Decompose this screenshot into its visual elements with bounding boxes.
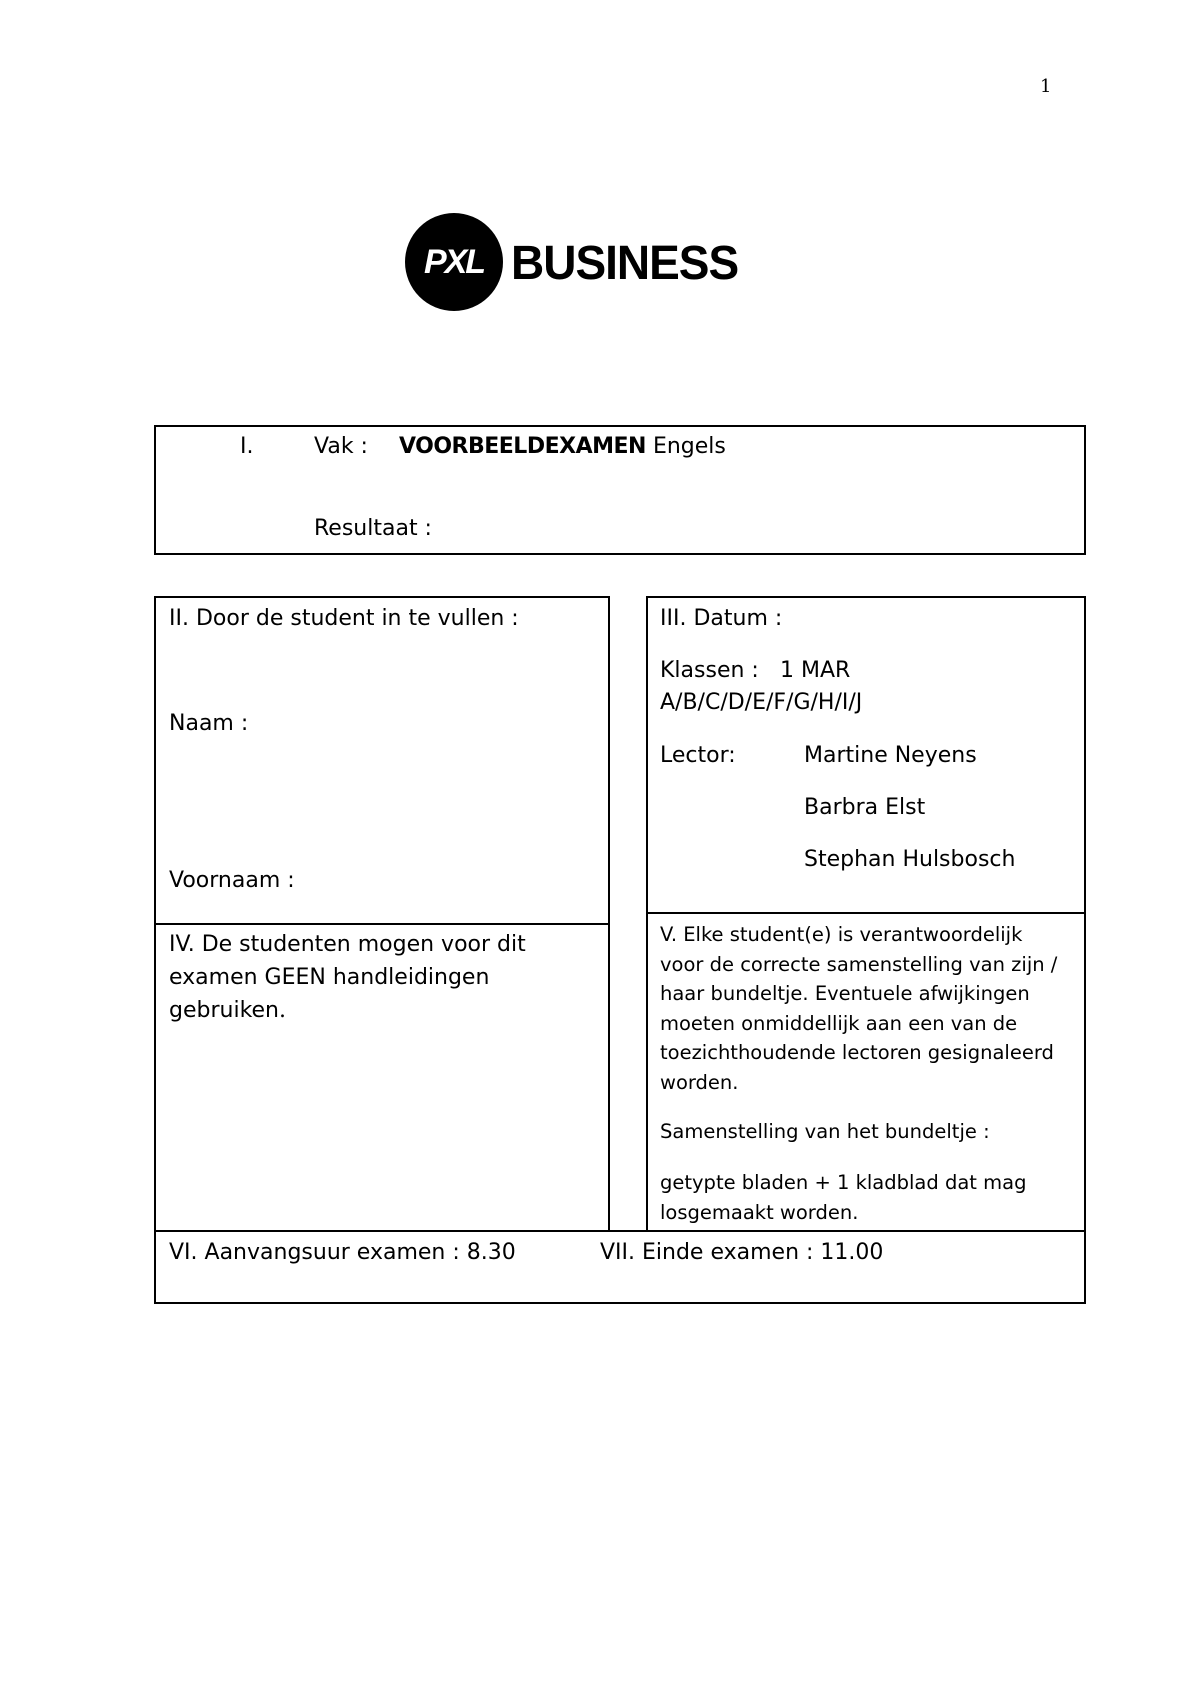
aanvangsuur-label: VI. Aanvangsuur examen : 8.30 bbox=[169, 1240, 516, 1265]
vak-value-rest: Engels bbox=[652, 434, 726, 459]
section-4-line-1: IV. De studenten mogen voor dit bbox=[169, 932, 526, 957]
section-5-paragraph: V. Elke student(e) is verantwoordelijk voor de correcte samenstelling van zijn / haar bundeltje. Eventuele afwijkingen moeten onmiddellijk aan een van de toezichthoudende lectoren gesignaleerd worden. bbox=[660, 923, 1058, 1094]
section-4-line-2: examen GEEN handleidingen bbox=[169, 965, 490, 990]
lector-name: Martine Neyens bbox=[804, 743, 977, 768]
section-2-title: II. Door de student in te vullen : bbox=[169, 606, 519, 631]
pxl-logo-mark: PXL bbox=[423, 242, 485, 281]
vak-value-bold: VOORBEELDEXAMEN bbox=[399, 434, 646, 459]
naam-label: Naam : bbox=[169, 711, 249, 736]
einde-examen-label: VII. Einde examen : 11.00 bbox=[600, 1240, 884, 1265]
composition-value: getypte bladen + 1 kladblad dat mag losgemaakt worden. bbox=[660, 1171, 1027, 1224]
section-4-period: . bbox=[279, 998, 286, 1023]
logo-wordmark: BUSINESS bbox=[511, 234, 739, 290]
lector-name: Barbra Elst bbox=[804, 795, 926, 820]
voornaam-label: Voornaam : bbox=[169, 868, 295, 893]
section-1-numeral: I. bbox=[240, 434, 254, 459]
lector-name: Stephan Hulsbosch bbox=[804, 847, 1016, 872]
section-3-title: III. Datum : bbox=[660, 606, 783, 631]
section-2-4-divider bbox=[154, 923, 610, 925]
section-4-line-3-text: gebruiken bbox=[169, 998, 279, 1023]
vak-label: Vak : bbox=[314, 434, 368, 459]
resultaat-label: Resultaat : bbox=[314, 516, 432, 541]
page-number: 1 bbox=[1040, 76, 1052, 97]
klassen-value: 1 MAR bbox=[780, 658, 851, 683]
pxl-business-logo bbox=[405, 212, 738, 312]
klassen-label: Klassen : bbox=[660, 658, 759, 683]
left-column-box bbox=[154, 596, 610, 1232]
composition-label: Samenstelling van het bundeltje : bbox=[660, 1120, 990, 1143]
pxl-logo-circle bbox=[405, 213, 503, 311]
vak-value bbox=[399, 434, 726, 459]
section-4-line-3 bbox=[169, 998, 286, 1023]
section-3-5-divider bbox=[646, 912, 1086, 914]
lector-label: Lector: bbox=[660, 743, 736, 768]
klassen-value-line-2: A/B/C/D/E/F/G/H/I/J bbox=[660, 690, 863, 715]
